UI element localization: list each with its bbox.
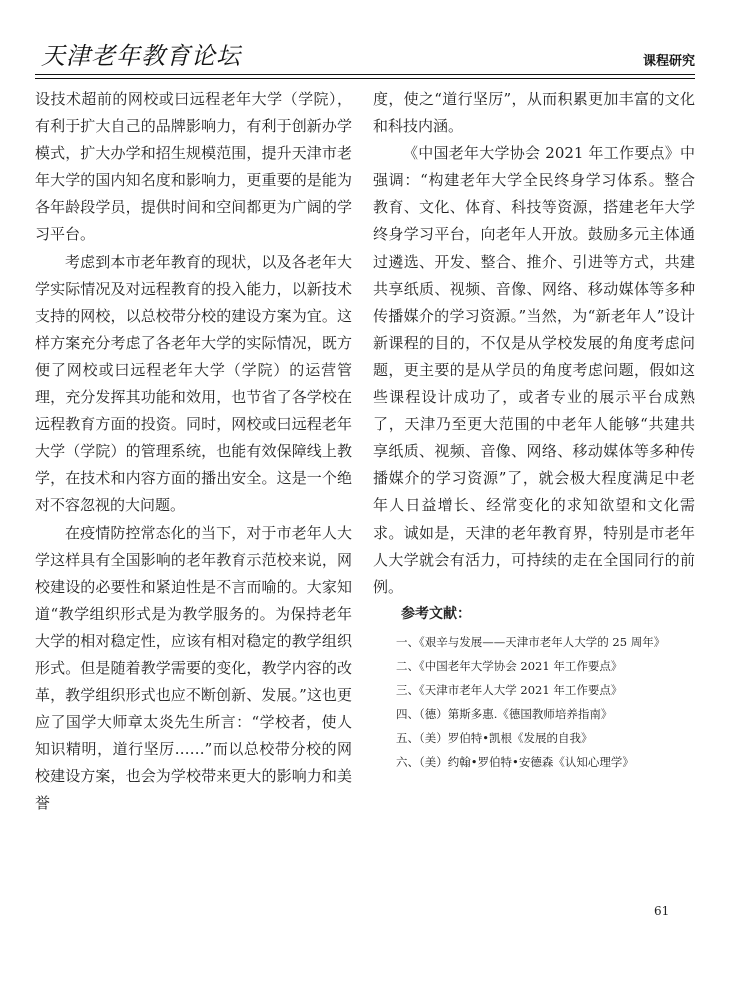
paragraph: 《中国老年大学协会 2021 年工作要点》中强调：“构建老年大学全民终身学习体系。整合教育、文化、体育、科技等资源，搭建老年大学终身学习平台，向老年人开放。鼓励多元主体通过遴选、开发、整合、推介、引进等方式，共建共享纸质、视频、音像、网络、移动媒体等多种传播媒介的学习资源。”当然，为“新老年人”设计新课程的目的，不仅是从学校发展的角度考虑问题，更主要的是从学员的角度考虑问题，假如这些课程设计成功了，或者专业的展示平台成熟了，天津乃至更大范围的中老年人能够“共建共享纸质、视频、音像、网络、移动媒体等多种传播媒介的学习资源”了，就会极大程度满足中老年人日益增长、经常变化的求知欲望和文化需求。诚如是，天津的老年教育界，特别是市老年人大学就会有活力，可持续的走在全国同行的前例。 [373,144,695,596]
reference-item: 三、《天津市老年人大学 2021 年工作要点》 [396,682,623,697]
page-number: 61 [654,904,670,918]
page-header [35,30,695,72]
references-list [373,634,695,770]
header-rule-thick [35,74,695,75]
paragraph: 在疫情防控常态化的当下，对于市老年人大学这样具有全国影响的老年教育示范校来说，网校建设的必要性和紧迫性是不言而喻的。大家知道“教学组织形式是为教学服务的。为保持老年大学的相对稳定性，应该有相对稳定的教学组织形式。但是随着教学需要的变化，教学内容的改革，教学组织形式也应不断创新、发展。”这也更应了国学大师章太炎先生所言：“学校者，使人知识精明，道行坚厉……”而以总校带分校的网校建设方案，也会为学校带来更大的影响力和美誉 [35,523,352,813]
reference-item: 五、（美）罗伯特•凯根《发展的自我》 [396,730,593,745]
reference-item: 四、（德）第斯多惠.《德国教师培养指南》 [396,706,613,721]
reference-item: 六、（美）约翰•罗伯特•安德森《认知心理学》 [396,754,634,769]
left-column [35,86,352,818]
header-rule-thin [35,78,695,79]
paragraph: 度，使之“道行坚厉”，从而积累更加丰富的文化和科技内涵。 [373,90,695,136]
references-title: 参考文献： [401,605,471,622]
paragraph: 设技术超前的网校或曰远程老年大学（学院），有利于扩大自己的品牌影响力，有利于创新办学模式，扩大办学和招生规模范围，提升天津市老年大学的国内知名度和影响力，更重要的是能为各年龄段学员，提供时间和空间都更为广阔的学习平台。 [35,90,352,244]
right-column [373,86,695,778]
reference-item: 二、《中国老年大学协会 2021 年工作要点》 [396,658,623,673]
paragraph: 考虑到本市老年教育的现状，以及各老年大学实际情况及对远程教育的投入能力，以新技术支持的网校，以总校带分校的建设方案为宜。这样方案充分考虑了各老年大学的实际情况，既方便了网校或曰远程老年大学（学院）的运营管理，充分发挥其功能和效用，也节省了各学校在远程教育方面的投资。同时，网校或曰远程老年大学（学院）的管理系统，也能有效保障线上教学，在技术和内容方面的播出安全。这是一个绝对不容忽视的大问题。 [35,252,352,515]
reference-item: 一、《艰辛与发展——天津市老年人大学的 25 周年》 [396,634,666,649]
section-label: 课程研究 [642,54,695,69]
journal-logo: 天津老年教育论坛 [41,42,241,70]
